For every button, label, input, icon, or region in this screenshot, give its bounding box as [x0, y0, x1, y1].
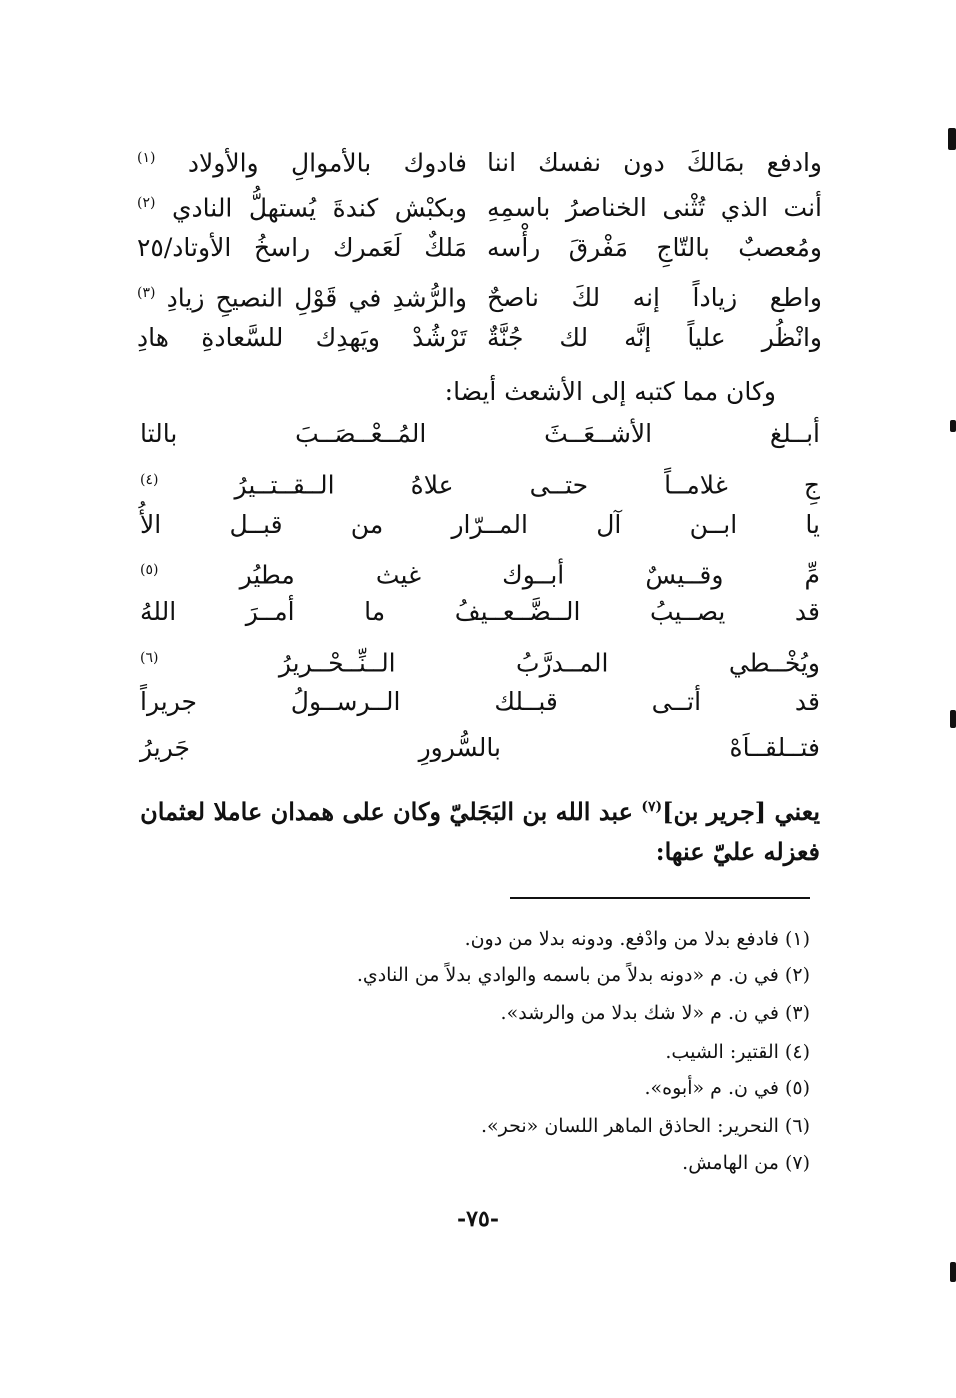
verse-4	[137, 273, 822, 318]
poem2-line-8: فتــلقــاَهْ بالسُّرورِ جَريرُ	[140, 733, 820, 762]
scan-mark-3	[950, 710, 956, 728]
verse-2-second-hemistich	[137, 183, 467, 228]
scan-mark-2	[950, 420, 956, 432]
scan-mark-4	[950, 1262, 956, 1282]
poem2-line-3: يا ابــن آل المــرّار من قبــل الأُ	[140, 510, 820, 539]
footnote-ref-6: (٦)	[140, 650, 159, 666]
intro-line: وكان مما كتبه إلى الأشعث أيضا:	[444, 377, 776, 406]
verse-5-second-hemistich	[137, 318, 467, 358]
prose-line-1-end: عبد الله بن البَجَليّ وكان على همدان عاملا لعثمان	[140, 797, 642, 826]
poem2-line-4	[140, 550, 820, 595]
footnote-2: (٢) في ن. م «دونه بدلاً من باسمه والوادي بدلاً من النادي.	[356, 964, 810, 986]
page-number: -٧٥-	[457, 1206, 499, 1232]
verse-1	[137, 138, 822, 183]
verse-3	[137, 228, 822, 268]
verse-4-second-hemistich	[137, 273, 467, 318]
scan-mark-1	[948, 128, 956, 150]
verse-5-second-text: تَرْشُدْ ويَهدِك للسَّعادةِ هادِ	[137, 323, 467, 352]
footnote-7: (٧) من الهامش.	[682, 1152, 810, 1174]
poem2-line-7: قد أتــى قبــلك الــرســولُ جريراً	[140, 687, 820, 716]
poem2-line-6-text: ويُخْــطي المــدرَّبُ الــنِّــحْــريرُ	[278, 648, 821, 678]
footnote-ref-4: (٤)	[140, 472, 159, 488]
verse-1-first-hemistich: وادفع بمَالكَ دون نفسك اننا	[487, 148, 822, 178]
verse-4-first-hemistich: واطع زياداً إنه لكَ ناصحٌ	[487, 283, 822, 313]
poem2-line-1: أبــلغ الأشــعَــثَ المُــعْــصَــبَ بالتا	[140, 419, 820, 448]
poem2-line-2	[140, 460, 820, 505]
prose-line-2: فعزله عليّ عنها:	[655, 837, 820, 866]
verse-2-first-hemistich: أنت الذي تُثْنى الخناصرُ باسمِهِ	[487, 193, 822, 223]
poem2-line-2-text: جِ غلامــاً حتــى علاهُ الــقــتــيرُ	[234, 470, 820, 500]
footnote-1: (١) فادفع بدلا من وادْفع. ودونه بدلا من دون.	[464, 928, 810, 950]
footnote-6: (٦) النحرير: الحاذق الماهر اللسان «نحر».	[480, 1115, 810, 1137]
footnote-5: (٥) في ن. م «أبوه».	[644, 1077, 810, 1099]
verse-5	[137, 318, 822, 358]
footnote-ref-3: (٣)	[137, 285, 156, 301]
verse-4-second-text: والرُّشدِ في قَوْلِ النصيحِ زيادِ	[166, 283, 468, 313]
prose-line-1-start: يعني [جرير بن]	[662, 797, 820, 826]
poem2-line-5: قد يصــيبُ الــضَّــعــيفُ ما أمــرَ اللهُ	[140, 597, 820, 626]
footnote-ref-1: (١)	[137, 150, 156, 166]
verse-1-second-hemistich	[137, 138, 467, 183]
footnote-ref-2: (٢)	[137, 195, 156, 211]
footnote-4: (٤) القتير: الشيب.	[665, 1041, 810, 1063]
poem2-line-4-text: مِّ وقــيسٌ أبــوك غيث مطيُر	[239, 560, 820, 590]
verse-5-first-hemistich: وانْظُر علياً إنَّه لك جُنَّةٌ	[487, 323, 822, 352]
prose-line-1	[135, 787, 820, 832]
verse-2	[137, 183, 822, 228]
footnote-3: (٣) في ن. م «لا شك بدلا من والرشد».	[500, 1002, 810, 1024]
footnote-ref-7: (٧)	[641, 799, 663, 815]
verse-1-second-text: فادوك بالأموالِ والأولاد	[187, 148, 467, 178]
verse-3-second-text: مَلكٌ لَعَمرك راسخُ الأوتاد/٢٥	[137, 233, 467, 262]
verse-2-second-text: وبكبْش كندةَ يُستهلُّ النادي	[171, 193, 467, 223]
footnote-ref-5: (٥)	[140, 562, 159, 578]
verse-3-first-hemistich: ومُعصبٌ بالتّاجِ مَفْرقَ رأْسه	[487, 233, 822, 262]
verse-3-second-hemistich	[137, 228, 467, 268]
footnote-separator	[510, 897, 810, 899]
poem2-line-6	[140, 638, 820, 683]
